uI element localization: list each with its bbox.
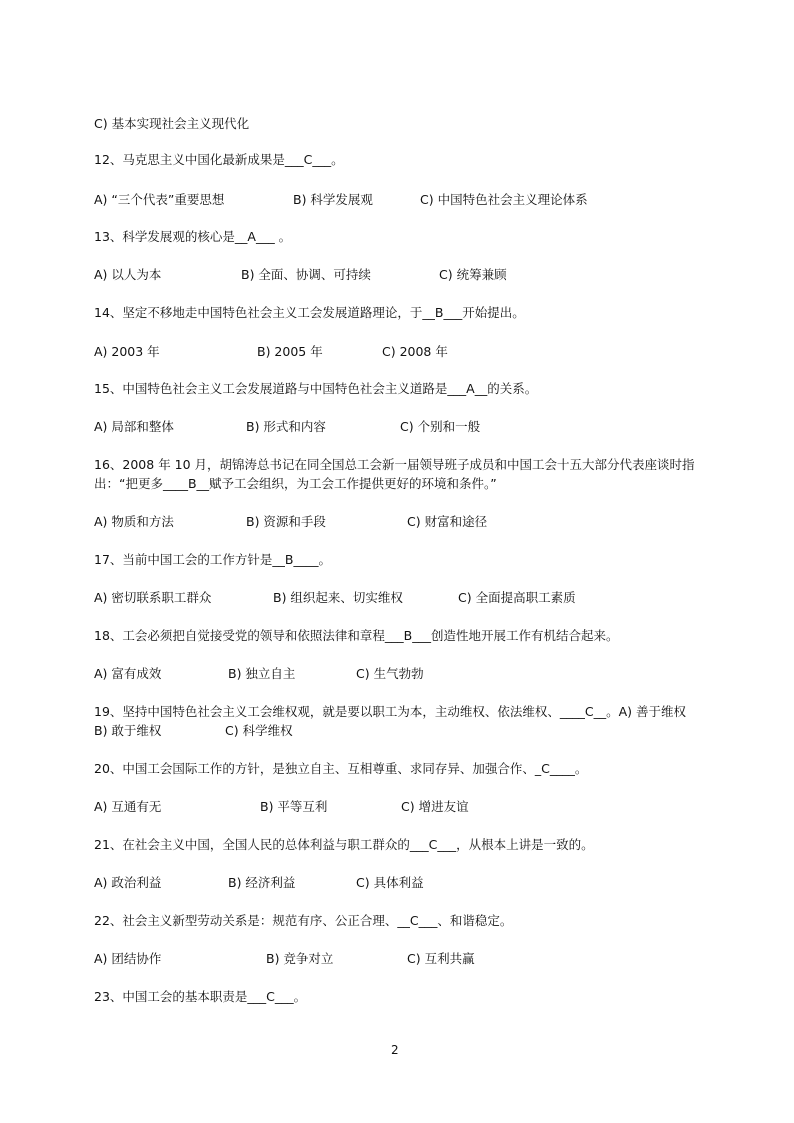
question-23: 23、中国工会的基本职责是___C___。 <box>94 989 307 1004</box>
option-12-b: B) 科学发展观 <box>293 192 373 207</box>
option-18-c: C) 生气勃勃 <box>356 666 424 681</box>
question-18: 18、工会必须把自觉接受党的领导和依照法律和章程___B___创造性地开展工作有机结合起来。 <box>94 628 619 643</box>
question-13: 13、科学发展观的核心是__A___ 。 <box>94 229 292 244</box>
option-20-c: C) 增进友谊 <box>401 799 469 814</box>
option-18-b: B) 独立自主 <box>228 666 296 681</box>
question-17: 17、当前中国工会的工作方针是__B____。 <box>94 552 331 567</box>
question-16-line-1: 16、2008 年 10 月，胡锦涛总书记在同全国总工会新一届领导班子成员和中国工会十五大部分代表座谈时指 <box>94 457 695 472</box>
option-12-c: C) 中国特色社会主义理论体系 <box>420 192 588 207</box>
option-15-a: A) 局部和整体 <box>94 419 174 434</box>
option-20-b: B) 平等互利 <box>260 799 328 814</box>
question-22: 22、社会主义新型劳动关系是：规范有序、公正合理、__C___、和谐稳定。 <box>94 913 513 928</box>
question-21: 21、在社会主义中国，全国人民的总体利益与职工群众的___C___，从根本上讲是一致的。 <box>94 837 594 852</box>
option-13-b: B) 全面、协调、可持续 <box>241 267 371 282</box>
option-15-b: B) 形式和内容 <box>246 419 326 434</box>
options-17 <box>94 590 576 606</box>
options-21 <box>94 875 424 891</box>
option-13-a: A) 以人为本 <box>94 267 162 282</box>
option-14-a: A) 2003 年 <box>94 344 160 359</box>
option-22-b: B) 竞争对立 <box>266 951 334 966</box>
option-16-a: A) 物质和方法 <box>94 514 174 529</box>
option-18-a: A) 富有成效 <box>94 666 162 681</box>
question-14: 14、坚定不移地走中国特色社会主义工会发展道路理论，于__B___开始提出。 <box>94 305 525 320</box>
option-14-b: B) 2005 年 <box>257 344 323 359</box>
option-15-c: C) 个别和一般 <box>400 419 481 434</box>
option-22-a: A) 团结协作 <box>94 951 162 966</box>
question-12: 12、马克思主义中国化最新成果是___C___。 <box>94 152 344 167</box>
option-line-c-continued: C) 基本实现社会主义现代化 <box>94 116 250 131</box>
option-21-b: B) 经济利益 <box>228 875 296 890</box>
option-12-a: A) “三个代表”重要思想 <box>94 192 225 207</box>
question-16-line-2: 出：“把更多____B__赋予工会组织，为工会工作提供更好的环境和条件。” <box>94 476 497 491</box>
options-16 <box>94 514 488 530</box>
page-number: 2 <box>391 1043 399 1057</box>
option-17-b: B) 组织起来、切实维权 <box>273 590 403 605</box>
options-20 <box>94 799 469 815</box>
question-20: 20、中国工会国际工作的方针，是独立自主、互相尊重、求同存异、加强合作、_C____。 <box>94 761 588 776</box>
options-14 <box>94 344 448 360</box>
options-22 <box>94 951 475 967</box>
question-19-line-2: B) 敢于维权 C) 科学维权 <box>94 723 293 738</box>
option-21-c: C) 具体利益 <box>356 875 424 890</box>
option-17-c: C) 全面提高职工素质 <box>458 590 576 605</box>
option-21-a: A) 政治利益 <box>94 875 162 890</box>
options-13 <box>94 267 507 283</box>
options-15 <box>94 419 481 435</box>
options-18 <box>94 666 424 682</box>
option-13-c: C) 统筹兼顾 <box>439 267 507 282</box>
question-15: 15、中国特色社会主义工会发展道路与中国特色社会主义道路是___A__的关系。 <box>94 381 538 396</box>
option-16-c: C) 财富和途径 <box>407 514 488 529</box>
option-22-c: C) 互利共赢 <box>407 951 475 966</box>
option-16-b: B) 资源和手段 <box>246 514 326 529</box>
options-12 <box>94 192 588 208</box>
option-17-a: A) 密切联系职工群众 <box>94 590 212 605</box>
option-20-a: A) 互通有无 <box>94 799 162 814</box>
option-14-c: C) 2008 年 <box>382 344 448 359</box>
question-19-line-1: 19、坚持中国特色社会主义工会维权观，就是要以职工为本，主动维权、依法维权、____C__。A) 善于维权 <box>94 704 687 719</box>
